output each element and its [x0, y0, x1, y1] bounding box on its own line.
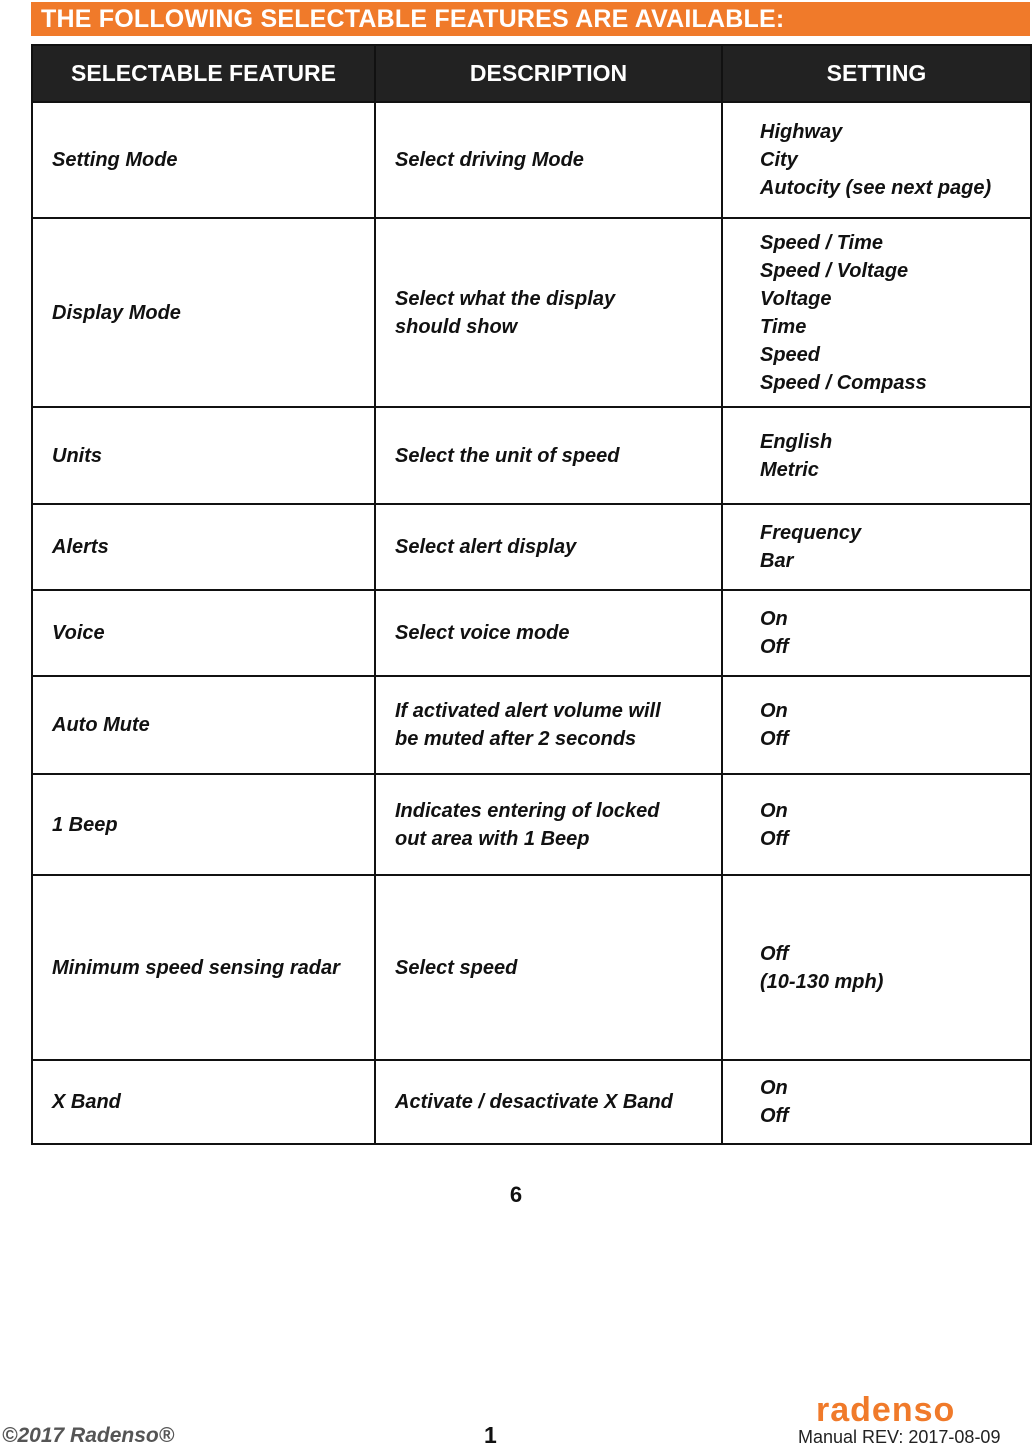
- table-row: [32, 218, 1031, 407]
- setting-option: Highway: [760, 121, 843, 143]
- setting-cell: [722, 504, 1031, 590]
- header-feature: SELECTABLE FEATURE: [32, 45, 375, 102]
- setting-option: Metric: [760, 458, 819, 481]
- description-cell: [375, 590, 722, 676]
- description-line: Indicates entering of locked: [395, 799, 660, 822]
- description-line: Select alert display: [395, 536, 577, 558]
- header-setting: SETTING: [722, 45, 1031, 102]
- setting-cell: [722, 1060, 1031, 1144]
- setting-option: Speed / Voltage: [760, 259, 909, 282]
- description-line: out area with 1 Beep: [395, 827, 590, 850]
- description-line: Activate / desactivate X Band: [395, 1091, 673, 1113]
- feature-cell: Auto Mute: [32, 676, 375, 774]
- manual-revision: Manual REV: 2017-08-09: [798, 1427, 1001, 1447]
- setting-option: Speed / Compass: [760, 371, 927, 394]
- table-row: [32, 590, 1031, 676]
- setting-cell: [722, 676, 1031, 774]
- setting-option: On: [760, 1077, 788, 1099]
- description-cell: [375, 504, 722, 590]
- description-cell: [375, 676, 722, 774]
- table-row: [32, 1060, 1031, 1144]
- setting-option: City: [760, 149, 798, 171]
- setting-option: English: [760, 430, 833, 453]
- setting-option: On: [760, 700, 788, 722]
- feature-cell: Alerts: [32, 504, 375, 590]
- feature-cell: Setting Mode: [32, 102, 375, 218]
- page-number: 6: [509, 1182, 523, 1207]
- section-banner: THE FOLLOWING SELECTABLE FEATURES ARE AVAILABLE:: [31, 2, 1030, 36]
- setting-option: On: [760, 799, 788, 822]
- setting-option: Speed: [760, 343, 821, 366]
- feature-cell: X Band: [32, 1060, 375, 1144]
- description-cell: [375, 875, 722, 1060]
- table-row: [32, 774, 1031, 875]
- setting-option: On: [760, 608, 788, 630]
- table-row: [32, 504, 1031, 590]
- setting-option: Bar: [760, 550, 794, 572]
- description-line: Select the unit of speed: [395, 444, 620, 467]
- features-table: [31, 44, 1032, 1145]
- setting-option: Frequency: [760, 522, 862, 544]
- table-row: [32, 102, 1031, 218]
- description-line: Select driving Mode: [395, 149, 584, 171]
- setting-option: Off: [760, 636, 789, 658]
- description-cell: [375, 774, 722, 875]
- footer-copyright: ©2017 Radenso®: [2, 1424, 175, 1447]
- table-header-row: [32, 45, 1031, 102]
- setting-cell: [722, 590, 1031, 676]
- header-description: DESCRIPTION: [375, 45, 722, 102]
- feature-cell: Units: [32, 407, 375, 504]
- setting-option: Off: [760, 827, 789, 850]
- feature-cell: 1 Beep: [32, 774, 375, 875]
- footer-page-number: 1: [484, 1422, 497, 1448]
- feature-cell: Voice: [32, 590, 375, 676]
- description-line: be muted after 2 seconds: [395, 728, 637, 750]
- setting-option: Autocity (see next page): [760, 177, 992, 199]
- radenso-logo: radenso: [816, 1391, 956, 1429]
- setting-cell: [722, 218, 1031, 407]
- setting-option: Speed / Time: [760, 231, 884, 254]
- setting-option: Voltage: [760, 287, 832, 310]
- setting-cell: [722, 774, 1031, 875]
- setting-option: Off: [760, 942, 789, 965]
- setting-option: Off: [760, 728, 789, 750]
- description-cell: [375, 1060, 722, 1144]
- description-line: should show: [395, 315, 518, 338]
- feature-cell: Minimum speed sensing radar: [32, 875, 375, 1060]
- setting-cell: [722, 875, 1031, 1060]
- table-row: [32, 676, 1031, 774]
- setting-option: (10-130 mph): [760, 970, 884, 993]
- description-cell: [375, 407, 722, 504]
- setting-option: Time: [760, 315, 807, 338]
- table-row: [32, 407, 1031, 504]
- description-line: Select voice mode: [395, 622, 570, 644]
- setting-cell: [722, 407, 1031, 504]
- description-cell: [375, 102, 722, 218]
- description-line: If activated alert volume will: [395, 700, 661, 722]
- description-cell: [375, 218, 722, 407]
- description-line: Select what the display: [395, 287, 616, 310]
- setting-cell: [722, 102, 1031, 218]
- description-line: Select speed: [395, 956, 518, 979]
- setting-option: Off: [760, 1105, 789, 1127]
- table-row: [32, 875, 1031, 1060]
- feature-cell: Display Mode: [32, 218, 375, 407]
